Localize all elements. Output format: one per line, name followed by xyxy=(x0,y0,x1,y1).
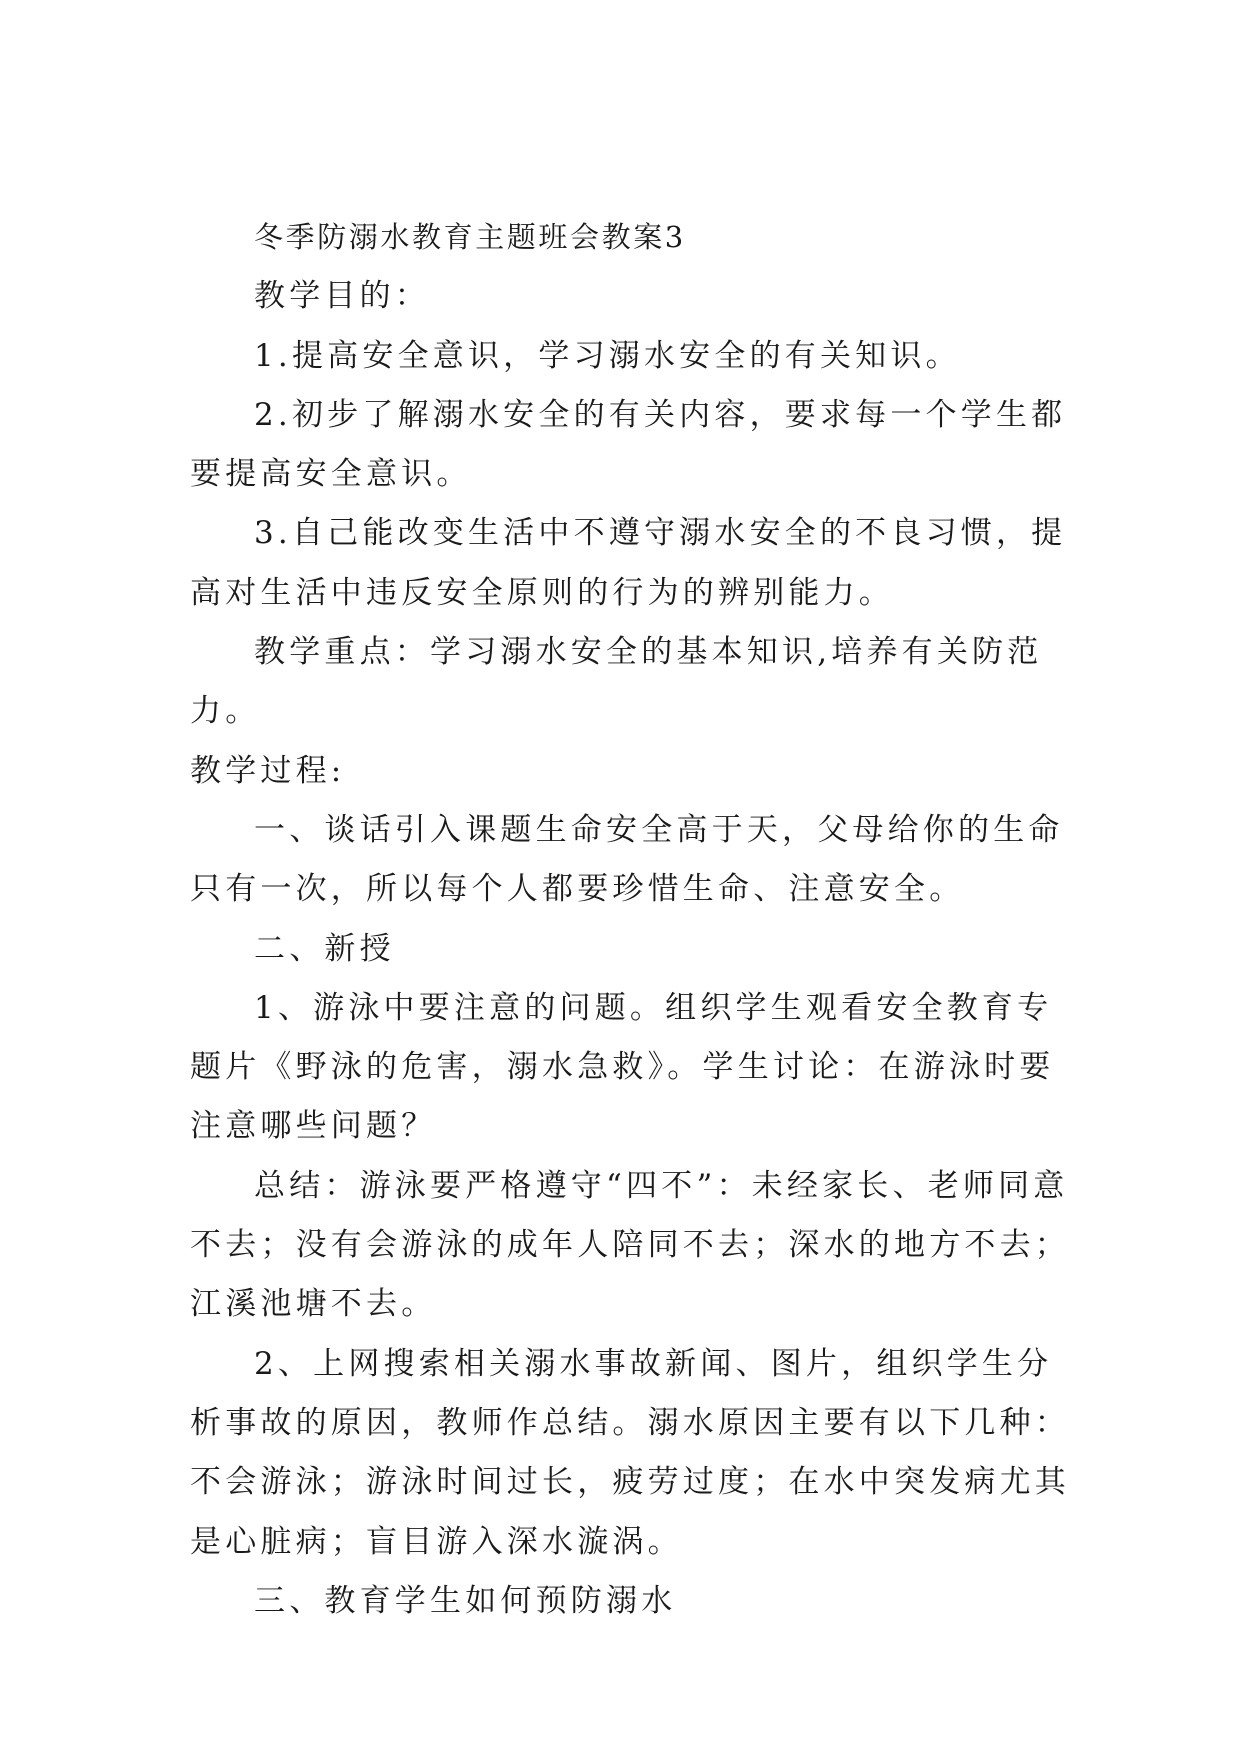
document-title: 冬季防溺水教育主题班会教案3 xyxy=(254,220,686,254)
paragraph-section-2-heading: 二、新授 xyxy=(254,930,395,967)
paragraph-section-1: 一、谈话引入课题生命安全高于天，父母给你的生命只有一次，所以每个人都要珍惜生命、注意安全。 xyxy=(190,811,1064,908)
paragraph-goal-3: 3.自己能改变生活中不遵守溺水安全的不良习惯，提高对生活中违反安全原则的行为的辨别能力。 xyxy=(190,515,1067,611)
paragraph-teaching-goals-heading: 教学目的： xyxy=(254,278,430,315)
paragraph-item-1: 1、游泳中要注意的问题。组织学生观看安全教育专题片《野泳的危害，溺水急救》。学生讨论：在游泳时要注意哪些问题？ xyxy=(190,989,1055,1145)
paragraph-goal-2: 2.初步了解溺水安全的有关内容，要求每一个学生都要提高安全意识。 xyxy=(190,396,1067,493)
paragraph-teaching-focus: 教学重点：学习溺水安全的基本知识,培养有关防范力。 xyxy=(190,634,1043,730)
paragraph-section-3-heading: 三、教育学生如何预防溺水 xyxy=(254,1582,677,1619)
paragraph-teaching-process: 教学过程: xyxy=(190,752,346,789)
paragraph-goal-1: 1.提高安全意识，学习溺水安全的有关知识。 xyxy=(254,337,961,374)
document-body xyxy=(190,208,1070,1631)
paragraph-item-2: 2、上网搜索相关溺水事故新闻、图片，组织学生分析事故的原因，教师作总结。溺水原因主要有以下几种：不会游泳；游泳时间过长，疲劳过度；在水中突发病尤其是心脏病；盲目游入深水漩涡。 xyxy=(190,1345,1070,1560)
paragraph-summary: 总结：游泳要严格遵守“四不”：未经家长、老师同意不去；没有会游泳的成年人陪同不去；深水的地方不去；江溪池塘不去。 xyxy=(190,1167,1070,1323)
